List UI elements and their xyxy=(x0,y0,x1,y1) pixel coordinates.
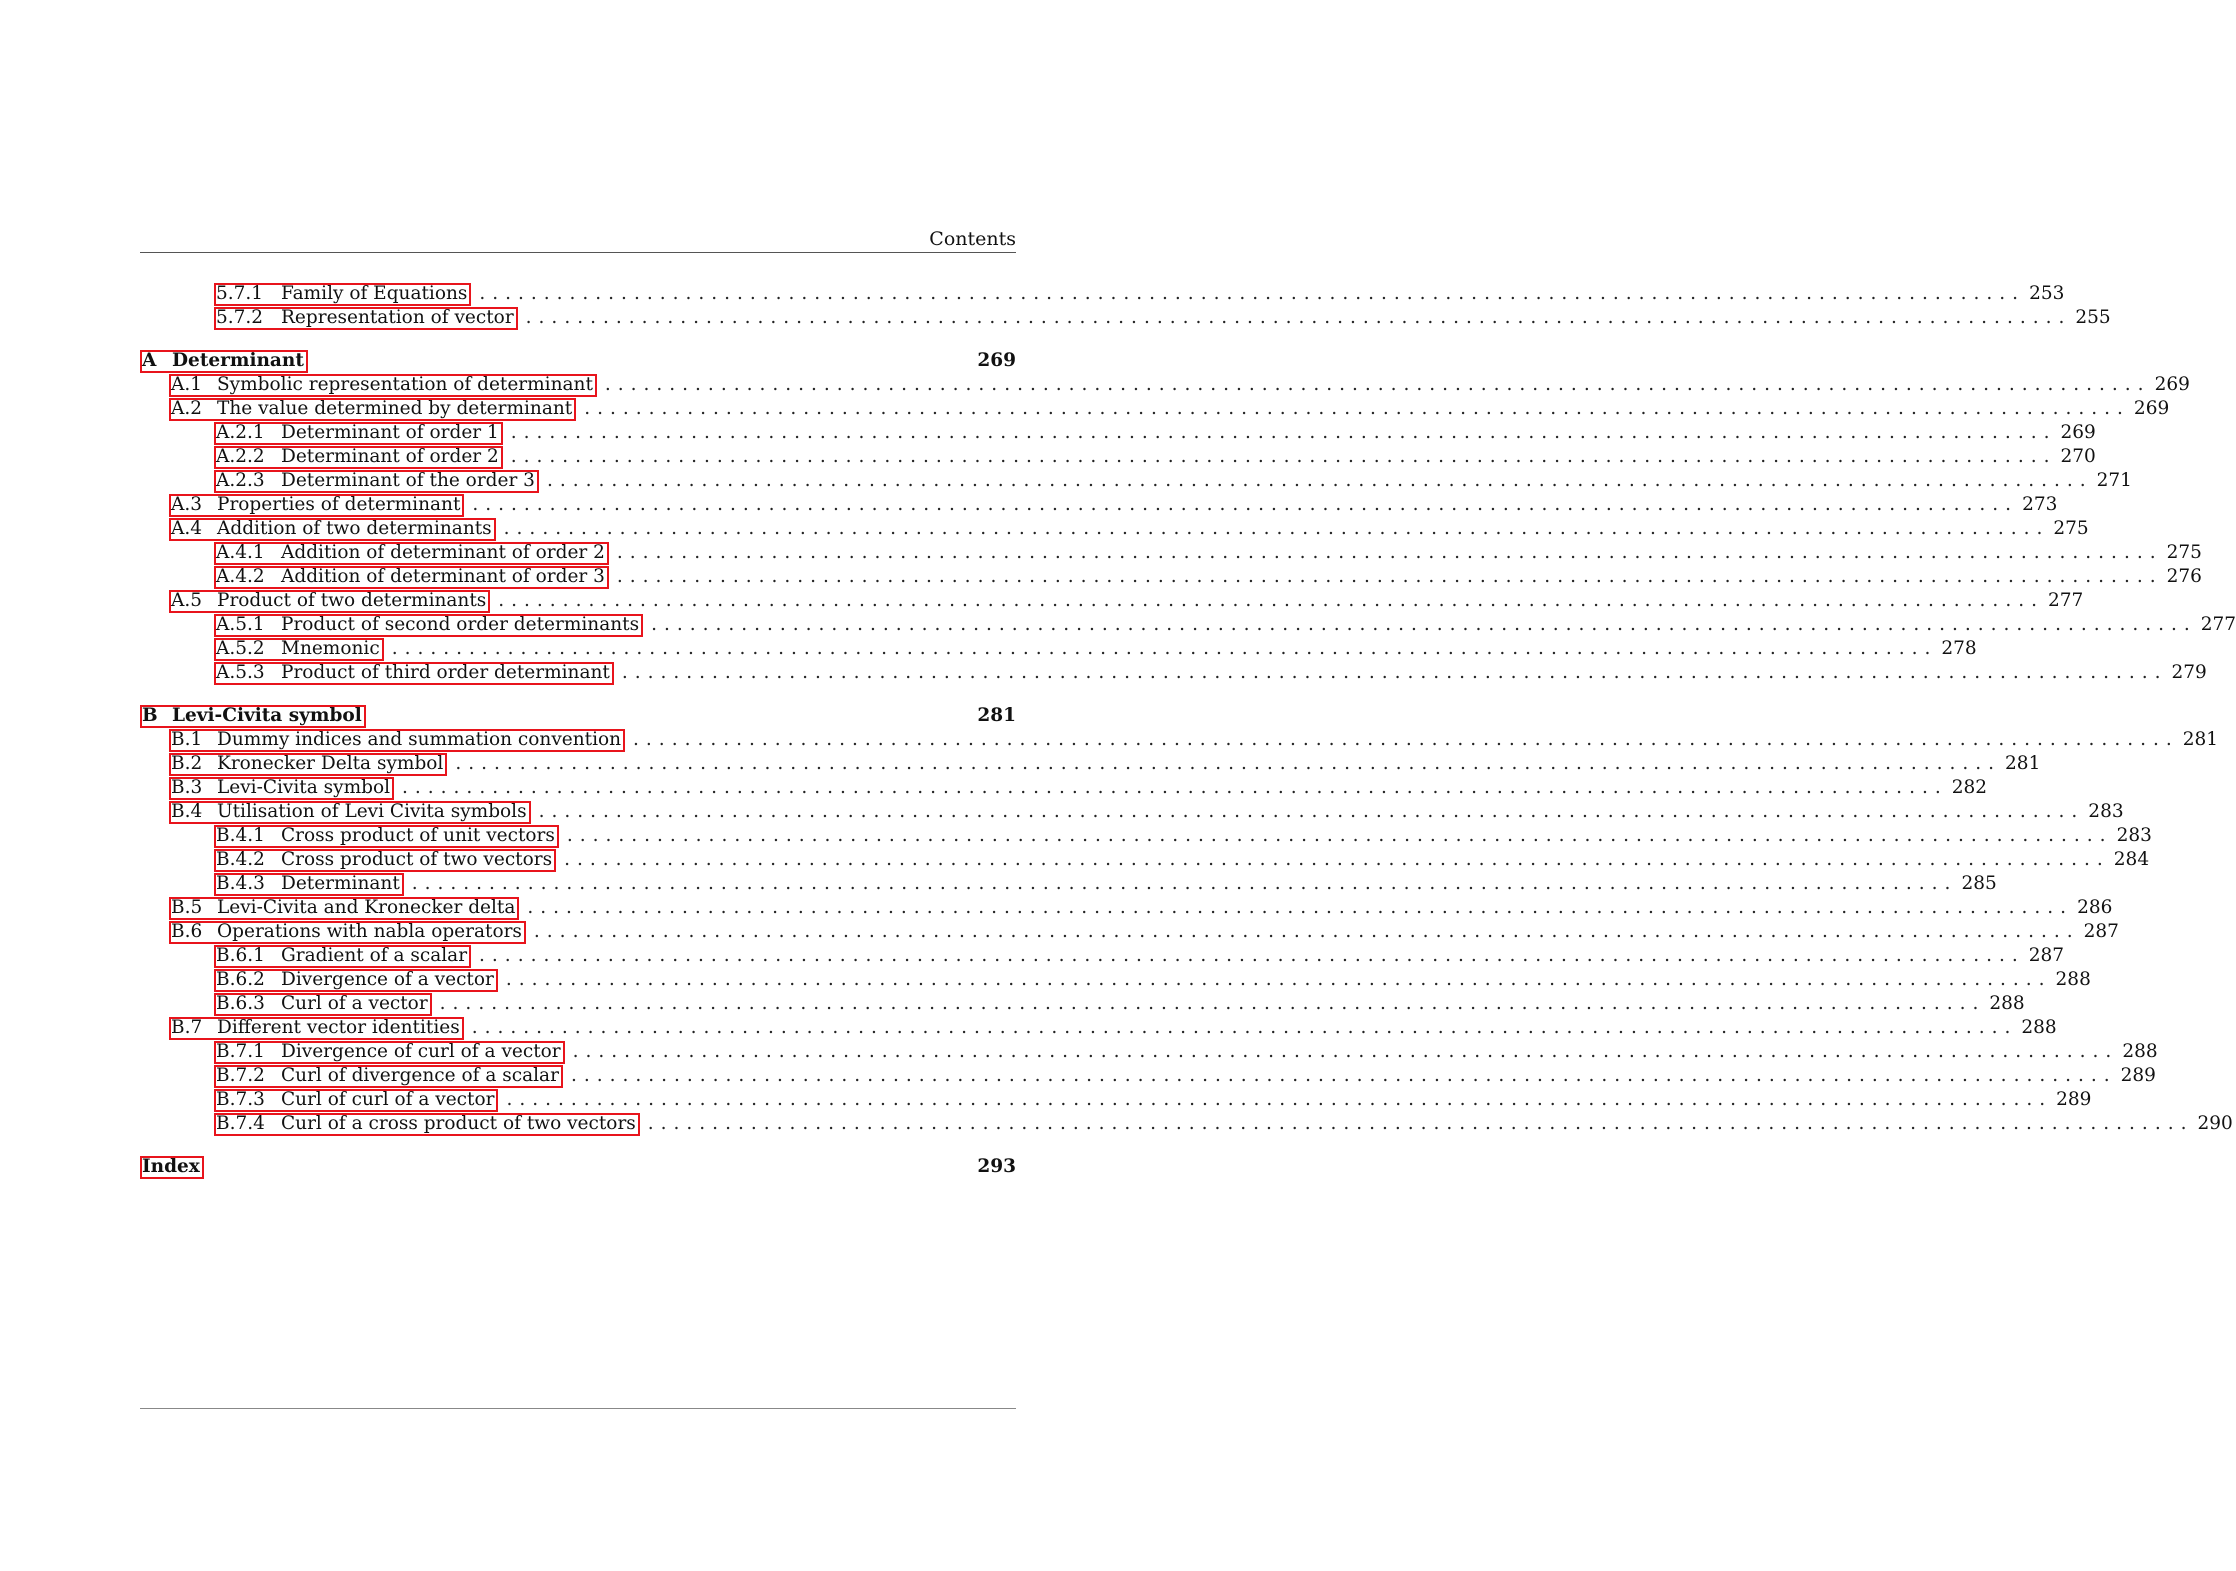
toc-entry-title: Mnemonic xyxy=(281,638,380,659)
toc-link[interactable] xyxy=(169,494,464,517)
toc-entry-title: Product of second order determinants xyxy=(281,614,640,635)
toc-entry-number: B.7 xyxy=(171,1017,203,1038)
toc-subsection-entry xyxy=(140,1064,2156,1088)
toc-page-number: 288 xyxy=(2055,969,2091,990)
toc-page-number: 288 xyxy=(1989,993,2025,1014)
toc-link[interactable] xyxy=(169,921,526,944)
toc-link[interactable] xyxy=(214,470,539,493)
toc-entry-number: B.6.1 xyxy=(216,945,265,966)
toc-entry-title: Determinant of the order 3 xyxy=(281,470,535,491)
toc-page-number: 286 xyxy=(2077,897,2113,918)
toc-entry-title: Levi-Civita symbol xyxy=(217,777,391,798)
toc-leader-dots: ........................................................................................................................ xyxy=(402,777,1948,798)
toc-entry-number: B.6.2 xyxy=(216,969,265,990)
toc-page-number: 271 xyxy=(2096,470,2132,491)
toc-subsection-entry xyxy=(140,661,2207,685)
toc-entry-title: Divergence of curl of a vector xyxy=(281,1041,561,1062)
toc-entry-number: A xyxy=(142,350,157,371)
toc-entry-title: Curl of divergence of a scalar xyxy=(281,1065,559,1086)
toc-subsection-entry xyxy=(140,613,2236,637)
toc-link[interactable] xyxy=(169,518,496,541)
toc-link[interactable] xyxy=(169,729,625,752)
toc-link[interactable] xyxy=(140,350,308,373)
toc-entry-title: Addition of two determinants xyxy=(217,518,492,539)
toc-leader-dots: ........................................................................................................................ xyxy=(472,494,2019,515)
toc-leader-dots: ........................................................................................................................ xyxy=(633,729,2179,750)
toc-gap xyxy=(140,685,1016,704)
toc-entry-number: B.5 xyxy=(171,897,203,918)
toc-page-number: 289 xyxy=(2120,1065,2156,1086)
toc-page-number: 276 xyxy=(2166,566,2202,587)
toc-entry-number: A.2 xyxy=(171,398,203,419)
toc-entry-number: A.2.1 xyxy=(216,422,265,443)
toc-entry-title: Utilisation of Levi Civita symbols xyxy=(217,801,527,822)
toc-leader-dots: ........................................................................................................................ xyxy=(570,1065,2117,1086)
table-of-contents xyxy=(140,282,2236,1179)
toc-entry-number: 5.7.2 xyxy=(216,307,264,328)
toc-subsection-entry xyxy=(140,1112,2233,1136)
toc-entry-title: Product of two determinants xyxy=(217,590,487,611)
toc-section-entry xyxy=(140,920,2119,944)
toc-leader-dots: ........................................................................................................................ xyxy=(564,849,2110,870)
toc-page-number: 279 xyxy=(2171,662,2207,683)
toc-page-number: 269 xyxy=(977,350,1016,371)
toc-page-number: 275 xyxy=(2053,518,2089,539)
toc-entry-title: Curl of a cross product of two vectors xyxy=(281,1113,636,1134)
toc-link[interactable] xyxy=(214,638,384,661)
toc-entry-title: Determinant of order 2 xyxy=(281,446,499,467)
toc-link[interactable] xyxy=(169,897,519,920)
toc-entry-title: Operations with nabla operators xyxy=(217,921,522,942)
toc-link[interactable] xyxy=(214,1089,498,1112)
toc-page-number: 275 xyxy=(2166,542,2202,563)
toc-entry-title: Gradient of a scalar xyxy=(281,945,468,966)
toc-entry-number: B.7.4 xyxy=(216,1113,265,1134)
toc-chapter-entry xyxy=(140,704,1016,728)
toc-entry-number: A.1 xyxy=(171,374,203,395)
toc-entry-number: B.7.3 xyxy=(216,1089,265,1110)
toc-entry-title: Curl of a vector xyxy=(281,993,428,1014)
toc-leader-dots: ........................................................................................................................ xyxy=(527,897,2074,918)
toc-page-number: 288 xyxy=(2122,1041,2158,1062)
toc-page-number: 285 xyxy=(1961,873,1997,894)
toc-leader-dots: ........................................................................................................................ xyxy=(647,1113,2194,1134)
toc-entry-number: B.1 xyxy=(171,729,203,750)
toc-entry-title: Index xyxy=(142,1156,200,1177)
toc-entry-number: B.6 xyxy=(171,921,203,942)
toc-leader-dots: ........................................................................................................................ xyxy=(391,638,1938,659)
toc-entry-number: B.6.3 xyxy=(216,993,265,1014)
toc-entry-number: B xyxy=(142,705,158,726)
toc-entry-number: A.4.2 xyxy=(216,566,265,587)
toc-section-entry xyxy=(140,493,2058,517)
toc-subsection-entry xyxy=(140,421,2096,445)
toc-subsection-entry xyxy=(140,992,2025,1016)
toc-leader-dots: ........................................................................................................................ xyxy=(479,945,2025,966)
toc-entry-title: Different vector identities xyxy=(217,1017,460,1038)
toc-section-entry xyxy=(140,776,1988,800)
toc-page-number: 273 xyxy=(2022,494,2058,515)
toc-link[interactable] xyxy=(169,801,531,824)
toc-link[interactable] xyxy=(214,873,404,896)
toc-entry-number: A.5.3 xyxy=(216,662,265,683)
toc-section-entry xyxy=(140,589,2084,613)
toc-leader-dots: ........................................................................................................................ xyxy=(455,753,2002,774)
toc-entry-number: A.5 xyxy=(171,590,203,611)
toc-subsection-entry xyxy=(140,1088,2092,1112)
toc-entry-title: Representation of vector xyxy=(281,307,514,328)
toc-entry-title: Family of Equations xyxy=(281,283,468,304)
toc-leader-dots: ........................................................................................................................ xyxy=(604,374,2151,395)
toc-entry-number: B.4 xyxy=(171,801,203,822)
toc-link[interactable] xyxy=(140,705,366,728)
toc-leader-dots: ........................................................................................................................ xyxy=(479,283,2026,304)
toc-section-entry xyxy=(140,896,2113,920)
toc-entry-number: A.4.1 xyxy=(216,542,265,563)
toc-entry-title: Levi-Civita symbol xyxy=(172,705,362,726)
toc-page-number: 269 xyxy=(2060,422,2096,443)
toc-subsection-entry xyxy=(140,445,2096,469)
toc-entry-number: A.4 xyxy=(171,518,203,539)
toc-section-entry xyxy=(140,728,2219,752)
toc-chapter-entry xyxy=(140,349,1016,373)
footer-rule xyxy=(140,1408,1016,1409)
toc-page-number: 290 xyxy=(2197,1113,2233,1134)
toc-link[interactable] xyxy=(214,422,503,445)
toc-section-entry xyxy=(140,517,2089,541)
toc-entry-title: Product of third order determinant xyxy=(281,662,610,683)
toc-page-number: 283 xyxy=(2088,801,2124,822)
toc-link[interactable] xyxy=(214,993,432,1016)
toc-link[interactable] xyxy=(169,398,576,421)
toc-entry-number: 5.7.1 xyxy=(216,283,264,304)
toc-entry-number: A.2.3 xyxy=(216,470,265,491)
toc-page-number: 269 xyxy=(2133,398,2170,419)
toc-chapter-entry xyxy=(140,1155,1016,1179)
toc-page-number: 281 xyxy=(977,705,1016,726)
toc-subsection-entry xyxy=(140,824,2152,848)
toc-link[interactable] xyxy=(214,614,643,637)
toc-leader-dots: ........................................................................................................................ xyxy=(525,307,2072,328)
toc-entry-number: B.2 xyxy=(171,753,203,774)
toc-entry-title: Dummy indices and summation convention xyxy=(217,729,622,750)
toc-subsection-entry xyxy=(140,848,2150,872)
toc-entry-title: Addition of determinant of order 2 xyxy=(281,542,605,563)
toc-entry-number: A.2.2 xyxy=(216,446,265,467)
toc-subsection-entry xyxy=(140,565,2202,589)
toc-link[interactable] xyxy=(169,753,447,776)
toc-link[interactable] xyxy=(169,374,597,397)
toc-page-number: 255 xyxy=(2075,307,2111,328)
toc-entry-number: B.4.3 xyxy=(216,873,265,894)
toc-page-number: 287 xyxy=(2028,945,2065,966)
toc-entry-number: B.7.2 xyxy=(216,1065,265,1086)
toc-subsection-entry xyxy=(140,872,1997,896)
toc-entry-title: The value determined by determinant xyxy=(217,398,573,419)
toc-entry-number: A.5.1 xyxy=(216,614,265,635)
toc-page-number: 282 xyxy=(1951,777,1988,798)
toc-leader-dots: ........................................................................................................................ xyxy=(651,614,2197,635)
toc-link[interactable] xyxy=(214,283,471,306)
toc-entry-title: Cross product of two vectors xyxy=(281,849,553,870)
toc-link[interactable] xyxy=(214,566,609,589)
toc-entry-title: Determinant of order 1 xyxy=(281,422,499,443)
toc-entry-title: Symbolic representation of determinant xyxy=(217,374,593,395)
toc-page-number: 269 xyxy=(2154,374,2190,395)
toc-entry-title: Levi-Civita and Kronecker delta xyxy=(217,897,516,918)
toc-link[interactable] xyxy=(169,590,490,613)
toc-link[interactable] xyxy=(214,1041,565,1064)
toc-leader-dots: ........................................................................................................................ xyxy=(616,566,2163,587)
toc-gap xyxy=(140,1136,1016,1155)
toc-subsection-entry xyxy=(140,469,2132,493)
toc-page-number: 287 xyxy=(2083,921,2119,942)
toc-link[interactable] xyxy=(214,969,498,992)
toc-page-number: 289 xyxy=(2056,1089,2092,1110)
toc-entry-title: Determinant xyxy=(281,873,400,894)
toc-link[interactable] xyxy=(214,662,614,685)
toc-entry-title: Properties of determinant xyxy=(217,494,461,515)
toc-entry-title: Divergence of a vector xyxy=(281,969,494,990)
toc-subsection-entry xyxy=(140,637,1977,661)
toc-page-number: 284 xyxy=(2113,849,2150,870)
toc-entry-number: B.7.1 xyxy=(216,1041,265,1062)
toc-link[interactable] xyxy=(214,1113,640,1136)
toc-page-number: 283 xyxy=(2116,825,2152,846)
toc-leader-dots: ........................................................................................................................ xyxy=(621,662,2168,683)
toc-subsection-entry xyxy=(140,282,2065,306)
toc-page-number: 281 xyxy=(2182,729,2219,750)
toc-leader-dots: ........................................................................................................................ xyxy=(510,422,2057,443)
toc-subsection-entry xyxy=(140,541,2202,565)
toc-section-entry xyxy=(140,397,2170,421)
toc-entry-number: A.5.2 xyxy=(216,638,265,659)
toc-entry-title: Curl of curl of a vector xyxy=(281,1089,495,1110)
toc-leader-dots: ........................................................................................................................ xyxy=(498,590,2044,611)
toc-link[interactable] xyxy=(169,1017,464,1040)
toc-link[interactable] xyxy=(214,825,559,848)
toc-page-number: 253 xyxy=(2029,283,2065,304)
toc-subsection-entry xyxy=(140,968,2091,992)
toc-page-number: 277 xyxy=(2047,590,2084,611)
toc-link[interactable] xyxy=(214,307,518,330)
toc-entry-title: Addition of determinant of order 3 xyxy=(281,566,605,587)
toc-section-entry xyxy=(140,1016,2057,1040)
toc-leader-dots: ........................................................................................................................ xyxy=(503,518,2050,539)
toc-page-number: 278 xyxy=(1941,638,1977,659)
toc-leader-dots: ........................................................................................................................ xyxy=(566,825,2113,846)
toc-section-entry xyxy=(140,752,2041,776)
toc-leader-dots: ........................................................................................................................ xyxy=(411,873,1958,894)
toc-leader-dots: ........................................................................................................................ xyxy=(506,1089,2053,1110)
toc-leader-dots: ........................................................................................................................ xyxy=(546,470,2093,491)
toc-link[interactable] xyxy=(214,945,471,968)
toc-link[interactable] xyxy=(214,446,503,469)
toc-subsection-entry xyxy=(140,944,2065,968)
toc-entry-title: Cross product of unit vectors xyxy=(281,825,555,846)
toc-section-entry xyxy=(140,373,2190,397)
toc-entry-number: B.4.1 xyxy=(216,825,265,846)
toc-entry-number: B.3 xyxy=(171,777,203,798)
toc-leader-dots: ........................................................................................................................ xyxy=(533,921,2080,942)
toc-leader-dots: ........................................................................................................................ xyxy=(538,801,2085,822)
toc-leader-dots: ........................................................................................................................ xyxy=(584,398,2130,419)
toc-leader-dots: ........................................................................................................................ xyxy=(510,446,2057,467)
toc-subsection-entry xyxy=(140,306,2111,330)
toc-page-number: 293 xyxy=(977,1156,1016,1177)
toc-entry-title: Determinant xyxy=(172,350,304,371)
toc-link[interactable] xyxy=(214,1065,563,1088)
toc-page-number: 277 xyxy=(2200,614,2236,635)
toc-leader-dots: ........................................................................................................................ xyxy=(439,993,1986,1014)
toc-page-number: 270 xyxy=(2060,446,2096,467)
header-rule xyxy=(140,252,1016,253)
toc-leader-dots: ........................................................................................................................ xyxy=(471,1017,2018,1038)
toc-section-entry xyxy=(140,800,2124,824)
toc-entry-number: A.3 xyxy=(171,494,203,515)
toc-link[interactable] xyxy=(140,1156,204,1179)
running-header: Contents xyxy=(929,228,1016,250)
toc-link[interactable] xyxy=(169,777,394,800)
toc-link[interactable] xyxy=(214,849,556,872)
toc-subsection-entry xyxy=(140,1040,2158,1064)
toc-gap xyxy=(140,330,1016,349)
toc-leader-dots: ........................................................................................................................ xyxy=(616,542,2163,563)
toc-leader-dots: ........................................................................................................................ xyxy=(572,1041,2119,1062)
toc-link[interactable] xyxy=(214,542,609,565)
toc-entry-title: Kronecker Delta symbol xyxy=(217,753,444,774)
toc-page-number: 288 xyxy=(2021,1017,2057,1038)
toc-leader-dots: ........................................................................................................................ xyxy=(505,969,2052,990)
toc-entry-number: B.4.2 xyxy=(216,849,265,870)
toc-page-number: 281 xyxy=(2005,753,2041,774)
